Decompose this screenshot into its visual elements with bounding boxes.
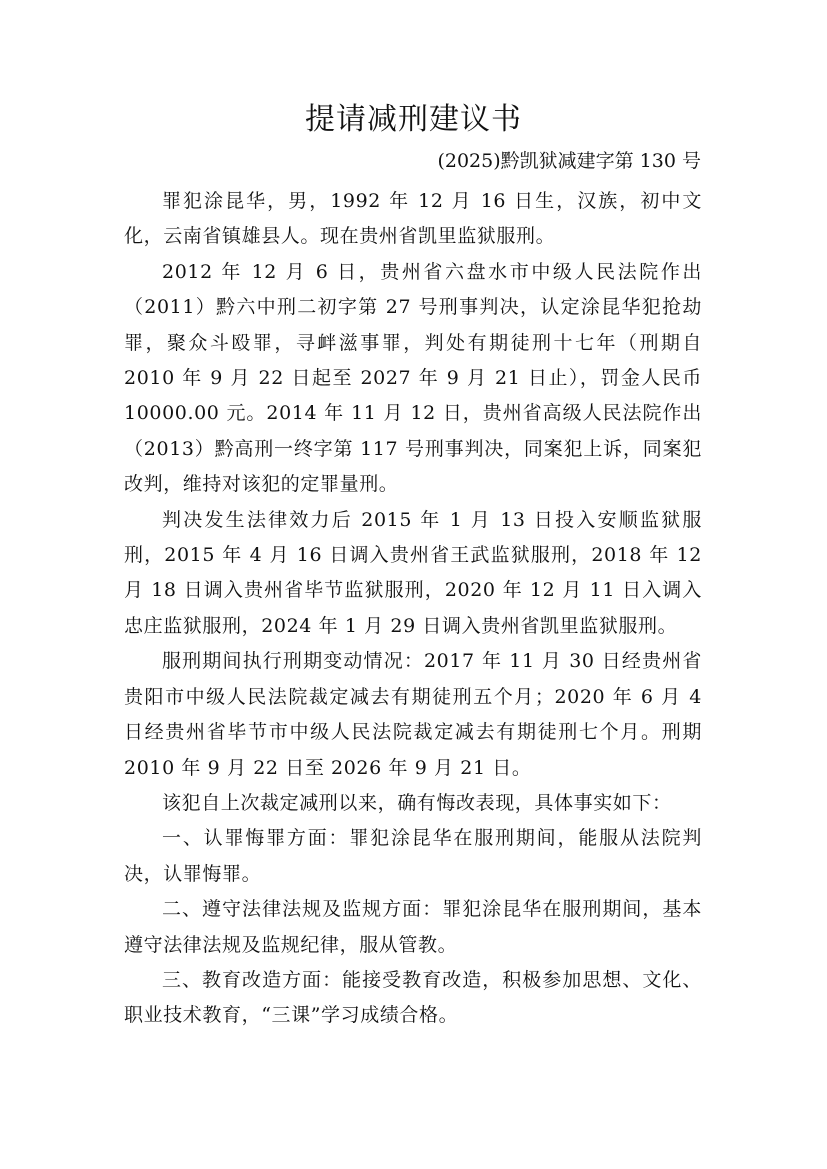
paragraph-criminal-info: 罪犯涂昆华，男，1992 年 12 月 16 日生，汉族，初中文化，云南省镇雄县人。现在贵州省凯里监狱服刑。 (124, 190, 702, 248)
paragraph-point-three: 三、教育改造方面：能接受教育改造，积极参加思想、文化、职业技术教育，“三课”学习成绩合格。 (124, 968, 702, 1027)
paragraph-original-judgment: 2012 年 12 月 6 日，贵州省六盘水市中级人民法院作出（2011）黔六中刑二初字第 27 号刑事判决，认定涂昆华犯抢劫罪，聚众斗殴罪，寻衅滋事罪，判处有期徒刑十七年（刑期自 2010 年 9 月 22 日起至 2027 年 9 月 21 日止），罚金人民币 10000.00 元。2014 年 11 月 12 日，贵州省高级人民法院作出（2013）黔高刑一终字第 117 号刑事判决，同案犯上诉，同案犯改判，维持对该犯的定罪量刑。 (124, 260, 702, 496)
paragraph-repentance-intro: 该犯自上次裁定减刑以来，确有悔改表现，具体事实如下： (162, 791, 672, 814)
paragraph-prison-transfers: 判决发生法律效力后 2015 年 1 月 13 日投入安顺监狱服刑，2015 年 4 月 16 日调入贵州省王武监狱服刑，2018 年 12 月 18 日调入贵州省毕节监狱服刑，2020 年 12 月 11 日入调入忠庄监狱服刑，2024 年 1 月 29 日调入贵州省凯里监狱服刑。 (124, 508, 702, 637)
document-number: (2025)黔凯狱减建字第 130 号 (437, 150, 701, 172)
paragraph-point-one: 一、认罪悔罪方面：罪犯涂昆华在服刑期间，能服从法院判决，认罪悔罪。 (124, 827, 702, 885)
document-body (124, 184, 702, 1034)
document-title: 提请减刑建议书 (305, 102, 522, 137)
paragraph-point-two: 二、遵守法律法规及监规方面：罪犯涂昆华在服刑期间，基本遵守法律法规及监规纪律，服从管教。 (124, 898, 702, 956)
paragraph-sentence-changes: 服刑期间执行刑期变动情况：2017 年 11 月 30 日经贵州省贵阳市中级人民法院裁定减去有期徒刑五个月；2020 年 6 月 4 日经贵州省毕节市中级人民法院裁定减去有期徒刑七个月。刑期 2010 年 9 月 22 日至 2026 年 9 月 21 日。 (124, 650, 702, 779)
